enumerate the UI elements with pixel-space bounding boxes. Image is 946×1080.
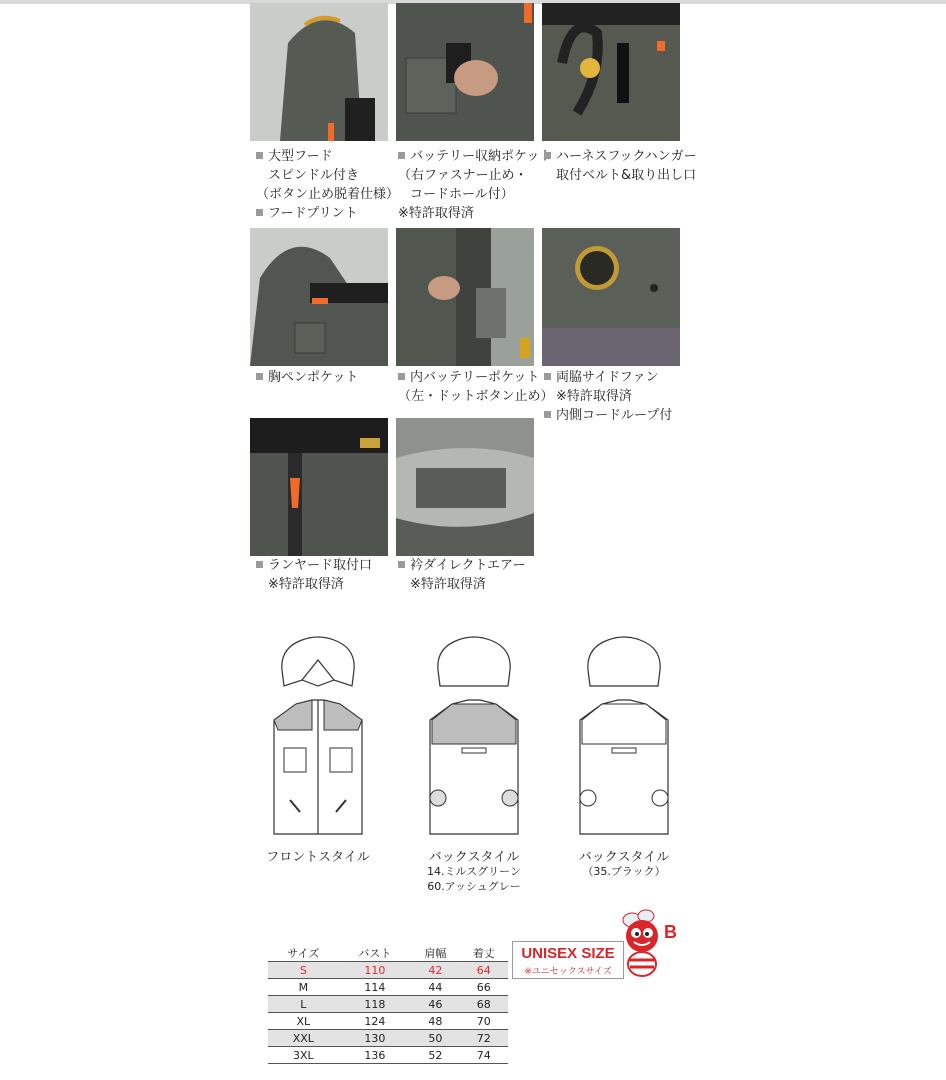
unisex-size-badge bbox=[512, 941, 624, 979]
photo-chest-pen-pocket bbox=[250, 228, 388, 366]
caption-line: 内側コードループ付 bbox=[544, 406, 672, 425]
table-cell: 118 bbox=[339, 996, 412, 1013]
photo-lanyard bbox=[250, 418, 388, 556]
drawing-back-label: バックスタイル bbox=[428, 850, 520, 865]
drawing-back-style-black bbox=[572, 630, 676, 842]
drawing-back-color-1: 14.ミルスグリーン bbox=[427, 865, 521, 878]
caption-line: ※特許取得済 bbox=[556, 389, 632, 404]
size-table-header bbox=[268, 945, 508, 962]
table-row bbox=[268, 1030, 508, 1047]
table-cell: 46 bbox=[411, 996, 459, 1013]
bee-mascot-icon bbox=[612, 906, 682, 978]
table-cell: 48 bbox=[411, 1013, 459, 1030]
caption-line: 大型フード bbox=[256, 147, 399, 166]
drawing-back-black-label: バックスタイル bbox=[578, 850, 670, 865]
drawing-front-style bbox=[266, 630, 370, 842]
drawing-front-label: フロントスタイル bbox=[266, 850, 370, 865]
photo-side-fan bbox=[542, 228, 680, 366]
caption-line: スピンドル付き bbox=[268, 168, 360, 183]
photo-harness-hook bbox=[542, 3, 680, 141]
caption-line: ランヤード取付口 bbox=[256, 556, 372, 575]
caption-collar-air bbox=[398, 556, 526, 594]
table-cell: 68 bbox=[460, 996, 508, 1013]
table-cell: XL bbox=[268, 1013, 339, 1030]
caption-line: ハーネスフックハンガー bbox=[544, 147, 697, 166]
table-cell: 66 bbox=[460, 979, 508, 996]
table-cell: 130 bbox=[339, 1030, 412, 1047]
table-row bbox=[268, 996, 508, 1013]
table-cell: 50 bbox=[411, 1030, 459, 1047]
caption-line: 衿ダイレクトエアー bbox=[398, 556, 526, 575]
caption-harness-hook bbox=[544, 147, 697, 185]
table-cell: 72 bbox=[460, 1030, 508, 1047]
photo-battery-pocket bbox=[396, 3, 534, 141]
header-shoulder: 肩幅 bbox=[411, 945, 459, 962]
caption-line: 胸ペンポケット bbox=[256, 368, 358, 387]
caption-line: コードホール付） bbox=[410, 187, 514, 202]
photo-inner-battery-pocket bbox=[396, 228, 534, 366]
caption-line: 取付ベルト&取り出し口 bbox=[556, 168, 697, 183]
caption-battery-pocket bbox=[398, 147, 552, 223]
caption-line: （右ファスナー止め・ bbox=[398, 168, 528, 183]
table-cell: 74 bbox=[460, 1047, 508, 1064]
drawing-back-style-green bbox=[422, 630, 526, 842]
table-cell: 110 bbox=[339, 962, 412, 979]
header-length: 着丈 bbox=[460, 945, 508, 962]
drawing-back-color-2: 60.アッシュグレー bbox=[427, 880, 521, 893]
drawing-back-black-color: （35.ブラック） bbox=[582, 865, 666, 878]
table-cell: 70 bbox=[460, 1013, 508, 1030]
table-cell: 124 bbox=[339, 1013, 412, 1030]
table-row bbox=[268, 979, 508, 996]
caption-line: 内バッテリーポケット bbox=[398, 368, 553, 387]
table-cell: 114 bbox=[339, 979, 412, 996]
photo-collar-air bbox=[396, 418, 534, 556]
table-cell: 44 bbox=[411, 979, 459, 996]
table-row bbox=[268, 1013, 508, 1030]
caption-line: フードプリント bbox=[256, 204, 399, 223]
header-size: サイズ bbox=[268, 945, 339, 962]
table-cell: 64 bbox=[460, 962, 508, 979]
size-table bbox=[268, 945, 508, 1064]
photo-hood bbox=[250, 3, 388, 141]
table-row bbox=[268, 962, 508, 979]
header-bust: バスト bbox=[339, 945, 412, 962]
table-cell: S bbox=[268, 962, 339, 979]
unisex-title: UNISEX SIZE bbox=[521, 945, 615, 962]
caption-hood bbox=[256, 147, 399, 223]
table-row bbox=[268, 1047, 508, 1064]
caption-line: （左・ドットボタン止め） bbox=[398, 389, 554, 404]
caption-line: バッテリー収納ポケット bbox=[398, 147, 552, 166]
table-cell: 42 bbox=[411, 962, 459, 979]
svg-text:B: B bbox=[664, 922, 677, 942]
unisex-subtitle: ※ユニセックスサイズ bbox=[524, 967, 612, 977]
caption-line: 両脇サイドファン bbox=[544, 368, 672, 387]
caption-lanyard bbox=[256, 556, 372, 594]
table-cell: 52 bbox=[411, 1047, 459, 1064]
table-cell: M bbox=[268, 979, 339, 996]
caption-inner-battery-pocket bbox=[398, 368, 553, 406]
caption-side-fan bbox=[544, 368, 672, 425]
caption-line: ※特許取得済 bbox=[398, 206, 474, 221]
table-cell: XXL bbox=[268, 1030, 339, 1047]
table-cell: 136 bbox=[339, 1047, 412, 1064]
caption-line: ※特許取得済 bbox=[268, 577, 344, 592]
caption-line: ※特許取得済 bbox=[410, 577, 486, 592]
caption-chest-pen-pocket bbox=[256, 368, 358, 387]
table-cell: L bbox=[268, 996, 339, 1013]
table-cell: 3XL bbox=[268, 1047, 339, 1064]
caption-line: （ボタン止め脱着仕様） bbox=[256, 187, 400, 202]
